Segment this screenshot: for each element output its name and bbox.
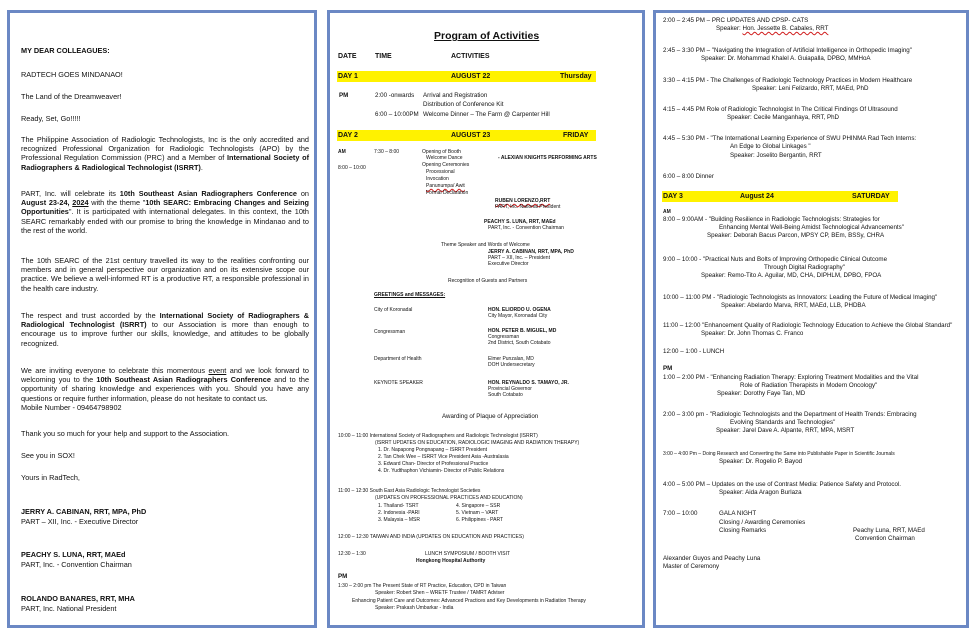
- session-line: 11:00 – 12:30 South East Asia Radiologic Technologist Societies: [338, 488, 481, 494]
- letter-panel: [7, 10, 317, 628]
- session-line: An Edge to Global Linkages ": [730, 143, 811, 150]
- session-line: Through Digital Radiography": [764, 264, 845, 271]
- speaker: Speaker: Cecile Manganhaya, RRT, PhD: [727, 114, 840, 121]
- day-weekday: Thursday: [560, 73, 592, 80]
- day-label: DAY 1: [338, 73, 358, 80]
- session-line: 4:45 – 5:30 PM - "The International Learning Experience of SWU PHINMA Rad Tech Interns:: [663, 135, 917, 142]
- session-line: 12:00 – 1:00 - LUNCH: [663, 348, 725, 355]
- letter-paragraph: The 10th SEARC of the 21st century travelled its way to the realities confronting our members and in general perspective our organization and on its extensive scope our practice. We believe a well-informed RT is a productive RT, a responsible professional in the health care industry.: [21, 256, 309, 293]
- session-line: 4:15 – 4:45 PM Role of Radiologic Technologist In The Critical Findings Of Ultrasound: [663, 106, 898, 113]
- letter-paragraph: The Philippine Association of Radiologic Technologists, Inc is the only accredited and recognized Professional Organization for Radiologic Technologists (APO) by the Professional Regulation Commission (PRC) and a Member of International Society of Radiographers & Radiological Technologist (ISRRT).: [21, 135, 309, 172]
- person-role: Provincial Governor: [488, 386, 532, 392]
- person-name: HON. REYNALDO S. TAMAYO, JR.: [488, 380, 569, 386]
- country: 4. Singapore – SSR: [456, 503, 501, 509]
- day-date: August 24: [740, 193, 774, 200]
- person-role: Convention Chairman: [855, 535, 915, 542]
- greeting-label: City of Koronadal: [374, 307, 413, 313]
- session-line: 12:00 – 12:30 TAIWAN AND INDIA (UPDATES ON EDUCATION AND PRACTICES): [338, 534, 524, 540]
- speaker: 4. Dr. Yudthaphon Vichiamin- Director of Public Relations: [378, 468, 505, 474]
- speaker: Speaker: Dr. John Thomas C. Franco: [701, 330, 804, 337]
- activity: Welcome Dinner – The Farm @ Carpenter Hill: [423, 111, 550, 118]
- letter-heading: MY DEAR COLLEAGUES:: [21, 46, 110, 55]
- person-name: RUBEN LORENZO,RRT: [495, 198, 551, 204]
- speaker: Speaker: Dorothy Faye Tan, MD: [717, 390, 806, 397]
- session-line: Enhancing Mental Well-Being Amidst Technological Advancements": [719, 224, 904, 231]
- person-name: HON. ELIORDO U. OGENA: [488, 307, 551, 313]
- pm-label: PM: [663, 365, 673, 372]
- signatory-name: ROLANDO BANARES, RRT, MHA: [21, 594, 135, 603]
- session-line: Role of Radiation Therapists in Modern Oncology": [740, 382, 878, 389]
- session-line: 1:30 – 2:00 pm The Present State of RT Practice, Education, CPD in Taiwan: [338, 583, 507, 589]
- session-line: 2:45 – 3:30 PM – "Navigating the Integration of Artificial Intelligence in Orthopedic Imaging": [663, 47, 912, 54]
- col-date: DATE: [338, 53, 357, 60]
- letter-line: See you in SOX!: [21, 451, 75, 460]
- letter-line: Ready, Set, Go!!!!!: [21, 114, 81, 123]
- program-continued-panel: [653, 10, 969, 628]
- person-role: PART, Inc. - Convention Chairman: [488, 225, 564, 231]
- signatory-name: JERRY A. CABINAN, RRT, MPA, PhD: [21, 507, 147, 516]
- col-activities: ACTIVITIES: [451, 53, 490, 60]
- item: Opening of Booth: [422, 149, 461, 155]
- session-line: 2:00 – 2:45 PM – PRC UPDATES AND CPSP- CATS: [663, 17, 809, 24]
- activity: Distribution of Conference Kit: [423, 101, 504, 108]
- item: Invocation: [426, 176, 449, 182]
- speaker: 2. Tan Chek Wee – ISRRT Vice President Asia -Australasia: [378, 454, 509, 460]
- session-line: 10:00 – 11:00 PM - "Radiologic Technologists as Innovators: Leading the Future of Medical Imaging": [663, 294, 938, 301]
- item: Recognition of Guests and Partners: [448, 278, 528, 284]
- signatory-role: PART, Inc. National President: [21, 604, 117, 613]
- session-line: Enhancing Patient Care and Outcomes: Advanced Practices and Key Developments in Radiation Therapy: [352, 598, 586, 604]
- item: Formal Declaration: [426, 190, 469, 196]
- speaker: Speaker: Remo-Tito A. Aguilar, MD, CHA, DIPHLM, DPBO, FPOA: [701, 272, 882, 279]
- country: 2. Indonesia -PARI: [378, 510, 420, 516]
- session-line: (ISRRT UPDATES ON EDUCATION, RADIOLOGIC IMAGING AND RADIATION THERAPY): [375, 440, 580, 446]
- country: 5. Vietnam – VART: [456, 510, 499, 516]
- session-line: GALA NIGHT: [719, 510, 757, 517]
- day-label: DAY 3: [663, 193, 683, 200]
- person-role: South Cotabato: [488, 392, 523, 398]
- session-line: 11:00 – 12:00 "Enhancement Quality of Radiologic Technology Education to Achieve the Global Standard": [663, 322, 953, 329]
- session-line: 10:00 – 11:00 International Society of Radiographers and Radiologic Technologist (ISRRT): [338, 433, 538, 439]
- col-time: TIME: [375, 53, 392, 60]
- session-line: 6:00 – 8:00 Dinner: [663, 173, 714, 180]
- letter-line: The Land of the Dreamweaver!: [21, 92, 122, 101]
- day-label: DAY 2: [338, 132, 358, 139]
- session-line: 9:00 – 10:00 - "Practical Nuts and Bolts of Improving Orthopedic Clinical Outcome: [663, 256, 888, 263]
- pm-label: PM: [339, 92, 349, 99]
- pm-label: PM: [338, 573, 348, 580]
- item: Theme Speaker and Words of Welcome: [441, 242, 530, 248]
- performer: - ALEXIAN KNIGHTS PERFORMING ARTS: [498, 155, 597, 161]
- time: 12:30 – 1:30: [338, 551, 366, 557]
- speaker: 1. Dr. Napapong Pongnapang – ISRRT President: [378, 447, 488, 453]
- am-label: AM: [338, 149, 346, 155]
- item: Processional: [426, 169, 455, 175]
- speaker: Speaker: Jarel Dave A. Alpante, RRT, MPA, MSRT: [716, 427, 855, 434]
- greetings-heading: GREETINGS and MESSAGES:: [374, 292, 446, 298]
- day-weekday: FRIDAY: [563, 132, 589, 139]
- program-panel: [327, 10, 645, 628]
- session-line: 3:00 – 4:00 Pm – Doing Research and Converting the Same into Publishable Paper in Scientific Journals: [663, 451, 895, 457]
- speaker: Speaker: Prakash Umbarkar - India: [375, 605, 454, 611]
- item: Panunumpa/ Awit: [426, 183, 465, 189]
- am-label: AM: [663, 209, 671, 215]
- speaker: Speaker: Joselito Bergantin, RRT: [730, 152, 822, 159]
- letter-line: RADTECH GOES MINDANAO!: [21, 70, 123, 79]
- session-line: 8:00 – 9:00AM - "Building Resilience in Radiologic Technologists: Strategies for: [663, 216, 880, 223]
- signatory-name: PEACHY S. LUNA, RRT, MAEd: [21, 550, 126, 559]
- time: 7:00 – 10:00: [663, 510, 698, 517]
- session-line: 3:30 – 4:15 PM - The Challenges of Radiologic Technology Practices in Modern Healthcare: [663, 77, 913, 84]
- speaker: Speaker: Dr. Mohammad Khalel A. Guiapalla, DPBO, MMHoA: [701, 55, 871, 62]
- speaker: Speaker: Leni Felizardo, RRT, MAEd, PhD: [752, 85, 869, 92]
- speaker: 3. Edward Chan- Director of Professional Practice: [378, 461, 489, 467]
- item: Awarding of Plaque of Appreciation: [442, 413, 539, 420]
- person-name: JERRY A. CABINAN, RRT, MPA, PhD: [488, 249, 574, 255]
- letter-paragraph: The respect and trust accorded by the International Society of Radiographers & Radiological Technologist (ISRRT) to our Association is more than enough to encourage us to improve further our skills, knowledge, and attitudes to be globally recognized.: [21, 311, 309, 348]
- session-line: Hongkong Hospital Authority: [416, 558, 486, 564]
- session-line: Closing / Awarding Ceremonies: [719, 519, 806, 526]
- country: 3. Malaysia – MSR: [378, 517, 420, 523]
- country: 6. Philippines - PART: [456, 517, 504, 523]
- person-role: DOH Undersecretary: [488, 362, 535, 368]
- person-name: Alexander Guyos and Peachy Luna: [663, 555, 761, 562]
- person-role: Executive Director: [488, 261, 529, 267]
- letter-line: Thank you so much for your help and support to the Association.: [21, 429, 230, 438]
- item: Opening Ceremonies: [422, 162, 470, 168]
- time: 7:30 – 8:00: [374, 149, 400, 155]
- speaker: Speaker: Dr. Rogelio P. Bayod: [719, 458, 803, 465]
- session-line: (UPDATES ON PROFESSIONAL PRACTICES AND EDUCATION): [375, 495, 523, 501]
- time: 6:00 – 10:00PM: [375, 111, 419, 118]
- person-name: PEACHY S. LUNA, RRT, MAEd: [484, 219, 556, 225]
- greeting-label: Congressman: [374, 329, 406, 335]
- program-title: Program of Activities: [434, 30, 540, 42]
- session-line: 4:00 – 5:00 PM – Updates on the use of Contrast Media: Patience Safety and Protocol.: [663, 481, 902, 488]
- person-role: Master of Ceremony: [663, 563, 720, 570]
- time: 8:00 – 10:00: [338, 165, 366, 171]
- person-role: PART – XII, Inc. – President: [488, 255, 550, 261]
- person-name: Peachy Luna, RRT, MAEd: [853, 527, 925, 534]
- letter-paragraph: We are inviting everyone to celebrate this momentous event and we look forward to welcoming you to the 10th Southeast Asian Radiographers Conference and to the opportunity of sharing knowledge and experiences with you. Should you have any questions or require further information, please do not hesitate to contact us. Mobile Number - 09464798902: [21, 366, 310, 412]
- day-weekday: SATURDAY: [852, 193, 890, 200]
- person-role: 2nd District, South Cotabato: [488, 340, 551, 346]
- session-line: LUNCH SYMPOSIUM / BOOTH VISIT: [425, 551, 511, 557]
- person-role: Congressman: [488, 334, 520, 340]
- speaker: Speaker: Hon. Jessette B. Cabales, RRT: [716, 25, 829, 32]
- person-name: Elmer Punzalan, MD: [488, 356, 534, 362]
- signatory-role: PART – XII, Inc. - Executive Director: [21, 517, 139, 526]
- session-line: Closing Remarks: [719, 527, 767, 534]
- letter-paragraph: PART, Inc. will celebrate its 10th Southeast Asian Radiographers Conference on August 23-24, 2024 with the theme "10th SEARC: Embracing Changes and Seizing Opportunities". It is participated with international delegates. In this context, the 10th SEARC remarkably ended with our promise to bring the knowledge in Mindanao and to the rest of the world.: [21, 189, 309, 235]
- session-line: Evolving Standards and Technologies": [730, 419, 836, 426]
- greeting-label: KEYNOTE SPEAKER: [374, 380, 423, 386]
- time: 2:00 -onwards: [375, 92, 415, 99]
- item: Welcome Dance: [426, 155, 463, 161]
- signatory-role: PART, Inc. - Convention Chairman: [21, 560, 132, 569]
- activity: Arrival and Registration: [423, 92, 488, 99]
- person-role: City Mayor, Koronadal City: [488, 313, 548, 319]
- country: 1. Thailand- TSRT: [378, 503, 419, 509]
- person-name: HON. PETER B. MIGUEL, MD: [488, 328, 557, 334]
- speaker: Speaker: Robert Shen – WRETF Trustee / TAMRT Adviser: [375, 590, 505, 596]
- session-line: 1:00 – 2:00 PM - "Enhancing Radiation Therapy: Exploring Treatment Modalities and the Vital: [663, 374, 919, 381]
- letter-line: Yours in RadTech,: [21, 473, 80, 482]
- speaker: Speaker: Abelardo Marva, RRT, MAEd, LLB, PHDBA: [721, 302, 866, 309]
- speaker: Speaker: Deborah Bacus Parcon, MPSY CP, BEm, BSSy, CHRA: [707, 232, 885, 239]
- day-date: AUGUST 23: [451, 132, 491, 139]
- greeting-label: Department of Health: [374, 356, 422, 362]
- person-role: PART, Inc. National President: [495, 204, 561, 210]
- speaker: Speaker: Aida Aragon Burlaza: [719, 489, 802, 496]
- day-date: AUGUST 22: [451, 73, 491, 80]
- session-line: 2:00 – 3:00 pm - "Radiologic Technologists and the Department of Health Trends: Embracing: [663, 411, 917, 418]
